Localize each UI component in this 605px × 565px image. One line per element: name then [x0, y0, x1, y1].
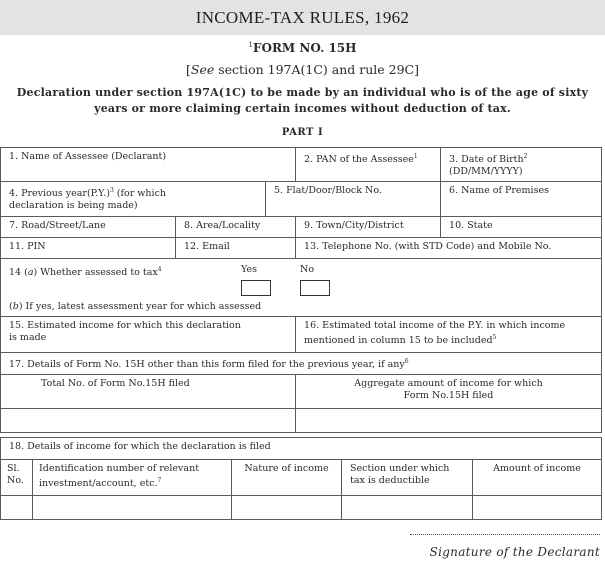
field-date-of-birth[interactable]: 3. Date of Birth$^2$ (DD/MM/YYYY) [441, 148, 602, 182]
yes-checkbox[interactable] [241, 280, 271, 296]
input-total-forms-filed[interactable] [1, 409, 296, 433]
field-estimated-total-income[interactable]: 16. Estimated total income of the P.Y. in which income mentioned in column 15 to be included$^5$ [296, 317, 602, 353]
part-heading: PART I [281, 127, 324, 138]
signature-line[interactable] [410, 533, 600, 535]
yes-label: Yes [241, 264, 257, 276]
field-town-city[interactable]: 9. Town/City/District [296, 217, 441, 238]
field-name-of-premises[interactable]: 6. Name of Premises [441, 182, 602, 217]
field-pin[interactable]: 11. PIN [1, 238, 176, 259]
field-area-locality[interactable]: 8. Area/Locality [176, 217, 296, 238]
col-nature-of-income: Nature of income [232, 460, 342, 496]
no-checkbox[interactable] [300, 280, 330, 296]
col-sl-no: Sl. No. [1, 460, 33, 496]
field-state[interactable]: 10. State [441, 217, 602, 238]
rules-title: INCOME-TAX RULES, 1962 [195, 7, 410, 27]
field-pan[interactable]: 2. PAN of the Assessee$^1$ [296, 148, 441, 182]
field-road-street[interactable]: 7. Road/Street/Lane [1, 217, 176, 238]
no-label: No [300, 264, 315, 276]
rules-header [0, 0, 605, 35]
input-section[interactable] [342, 496, 473, 520]
col-total-forms-filed: Total No. of Form No.15H filed [1, 375, 296, 409]
field-flat-door-block[interactable]: 5. Flat/Door/Block No. [266, 182, 441, 217]
field-assessed-to-tax [1, 259, 602, 317]
income-details-table [0, 437, 602, 520]
form-number: $^1$FORM NO. 15H [248, 41, 357, 55]
input-identification-number[interactable] [33, 496, 232, 520]
col-amount-of-income: Amount of income [473, 460, 602, 496]
q14b-label: (b) If yes, latest assessment year for which assessed [9, 301, 262, 313]
field-income-details-heading: 18. Details of income for which the declaration is filed [1, 438, 602, 460]
input-amount-of-income[interactable] [473, 496, 602, 520]
col-section: Section under which tax is deductible [342, 460, 473, 496]
input-nature-of-income[interactable] [232, 496, 342, 520]
section-reference: [See section 197A(1C) and rule 29C] [186, 62, 419, 77]
col-identification-number: Identification number of relevant investment/account, etc.$^7$ [33, 460, 232, 496]
input-aggregate-income[interactable] [296, 409, 602, 433]
field-previous-year[interactable]: 4. Previous $year(P.Y.)^3$ (for which declaration is being made) [1, 182, 266, 217]
signature-label: Signature of the Declarant [429, 545, 600, 559]
field-name-of-assessee[interactable]: 1. Name of Assessee (Declarant) [1, 148, 296, 182]
input-sl-no[interactable] [1, 496, 33, 520]
q14a-label: 14 (a) Whether assessed to tax$^4$ [9, 266, 162, 279]
field-telephone[interactable]: 13. Telephone No. (with STD Code) and Mobile No. [296, 238, 602, 259]
field-email[interactable]: 12. Email [176, 238, 296, 259]
col-aggregate-income: Aggregate amount of income for which Form No.15H filed [296, 375, 602, 409]
form-table [0, 147, 602, 433]
field-other-15h-details: 17. Details of Form No. 15H other than this form filed for the previous year, if any$^6$ [1, 353, 602, 375]
declaration-text: Declaration under section 197A(1C) to be made by an individual who is of the age of sixty years or more claiming certain incomes without deduction of tax. [16, 86, 589, 115]
field-estimated-income[interactable]: 15. Estimated income for which this declaration is made [1, 317, 296, 353]
